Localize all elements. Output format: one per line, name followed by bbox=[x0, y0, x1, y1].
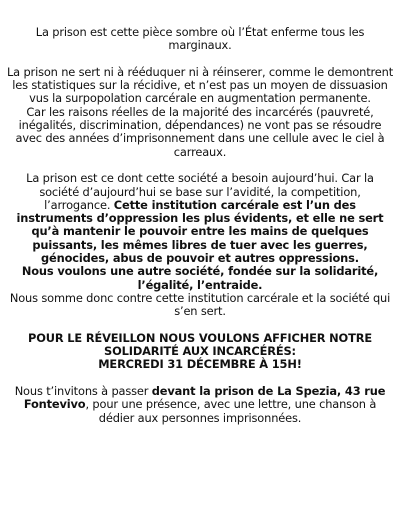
paragraph-intro: La prison est cette pièce sombre où l’État enferme tous les marginaux. bbox=[35, 25, 365, 53]
callout-heading: POUR LE RÉVEILLON NOUS VOULONS AFFICHER NOTRE SOLIDARITÉ AUX INCARCÉRÉS: bbox=[28, 330, 372, 359]
paragraph-date bbox=[6, 358, 394, 371]
solidarity-statement: Nous voulons une autre société, fondée sur la solidarité, l’égalité, l’entraide. bbox=[21, 264, 379, 292]
paragraph-callout bbox=[6, 332, 394, 359]
event-location: devant la prison de La Spezia, 43 rue Fontevivo bbox=[23, 384, 386, 412]
spacer bbox=[6, 319, 394, 332]
paragraph-conclusion: Nous somme donc contre cette institution carcérale et la société qui s’en sert. bbox=[9, 290, 391, 319]
spacer bbox=[6, 159, 394, 172]
paragraph-demand bbox=[6, 265, 394, 292]
invitation-details: , pour une présence, avec une lettre, une chanson à dédier aux personnes imprisonnées. bbox=[85, 397, 377, 425]
invitation-text: Nous t’invitons à passer bbox=[14, 384, 149, 399]
spacer bbox=[6, 53, 394, 66]
oppression-statement: Cette institution carcérale est l’un des instruments d’oppression les plus évidents, et elle ne sert qu’à mantenir le pouvoir entre les mains de quelques puissants, les mêmes libres de tuer avec les guerres, génocides, abus de pouvoir et autres oppressions. bbox=[16, 197, 384, 266]
paragraph-society bbox=[6, 172, 394, 265]
spacer bbox=[6, 372, 394, 385]
event-date: MERCREDI 31 DÉCEMBRE À 15H! bbox=[98, 357, 302, 372]
society-text: La prison est ce dont cette société a besoin aujourd’hui. Car la société d’aujourd’hui se base sur l’avidité, la competition, l’arrogance. bbox=[26, 171, 374, 212]
paragraph-reasons: Car les raisons réelles de la majorité des incarcérés (pauvreté, inégalités, discrimination, dépendances) ne vont pas se résoudre avec des années d’imprisonnement dans une cellule avec le ciel à carreaux. bbox=[15, 104, 385, 159]
paragraph-purpose: La prison ne sert ni à rééduquer ni à réinserer, comme le demontrent les statistiques sur la récidive, et n’est pas un moyen de dissuasion vus la surpopolation carcérale en augmentation permanente. bbox=[6, 64, 394, 106]
paragraph-invitation bbox=[6, 385, 394, 425]
